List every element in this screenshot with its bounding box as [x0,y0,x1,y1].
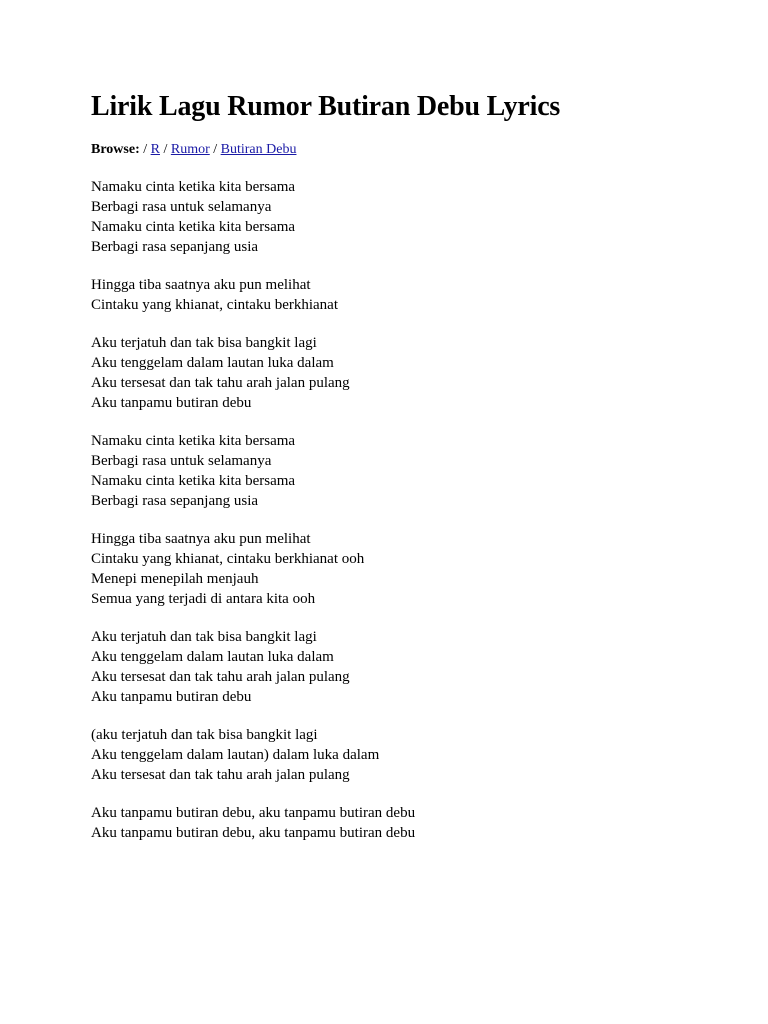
lyric-line: (aku terjatuh dan tak bisa bangkit lagi [91,727,318,743]
lyric-line: Berbagi rasa sepanjang usia [91,493,259,509]
breadcrumb-separator: / [163,142,168,157]
breadcrumb-link-r[interactable]: R [150,142,160,157]
lyric-line: Aku tanpamu butiran debu [91,395,252,411]
lyrics-stanza [91,177,728,257]
lyric-line: Aku tanpamu butiran debu [91,689,252,705]
lyric-line: Aku terjatuh dan tak bisa bangkit lagi [91,335,317,351]
lyric-line: Menepi menepilah menjauh [91,571,259,587]
breadcrumb-link-artist[interactable]: Rumor [170,142,210,157]
lyric-line: Aku tenggelam dalam lautan) dalam luka dalam [91,747,380,763]
lyric-line: Hingga tiba saatnya aku pun melihat [91,277,311,293]
lyrics-stanza [91,529,728,609]
lyric-line: Hingga tiba saatnya aku pun melihat [91,531,311,547]
lyric-line: Aku terjatuh dan tak bisa bangkit lagi [91,629,317,645]
breadcrumb-separator: / [143,142,148,157]
breadcrumb-label: Browse: [91,142,140,157]
document-page [91,88,728,861]
lyric-line: Namaku cinta ketika kita bersama [91,179,296,195]
lyric-line: Aku tenggelam dalam lautan luka dalam [91,355,334,371]
lyric-line: Semua yang terjadi di antara kita ooh [91,591,316,607]
lyric-line: Namaku cinta ketika kita bersama [91,433,296,449]
lyric-line: Berbagi rasa untuk selamanya [91,199,272,215]
breadcrumb-separator: / [213,142,218,157]
lyric-line: Berbagi rasa untuk selamanya [91,453,272,469]
lyrics-stanza [91,803,728,843]
lyrics-stanza [91,431,728,511]
lyric-line: Berbagi rasa sepanjang usia [91,239,259,255]
breadcrumb [91,141,728,159]
breadcrumb-link-song[interactable]: Butiran Debu [220,142,297,157]
lyric-line: Aku tanpamu butiran debu, aku tanpamu butiran debu [91,805,416,821]
lyric-line: Aku tersesat dan tak tahu arah jalan pulang [91,375,350,391]
lyric-line: Cintaku yang khianat, cintaku berkhianat [91,297,339,313]
lyric-line: Aku tersesat dan tak tahu arah jalan pulang [91,767,350,783]
lyrics-stanza [91,275,728,315]
lyric-line: Aku tenggelam dalam lautan luka dalam [91,649,334,665]
page-title: Lirik Lagu Rumor Butiran Debu Lyrics [91,91,561,122]
lyric-line: Aku tanpamu butiran debu, aku tanpamu butiran debu [91,825,416,841]
lyric-line: Cintaku yang khianat, cintaku berkhianat ooh [91,551,365,567]
lyrics-body [91,177,728,843]
lyrics-stanza [91,627,728,707]
lyric-line: Namaku cinta ketika kita bersama [91,473,296,489]
lyrics-stanza [91,333,728,413]
lyric-line: Namaku cinta ketika kita bersama [91,219,296,235]
lyric-line: Aku tersesat dan tak tahu arah jalan pulang [91,669,350,685]
lyrics-stanza [91,725,728,785]
